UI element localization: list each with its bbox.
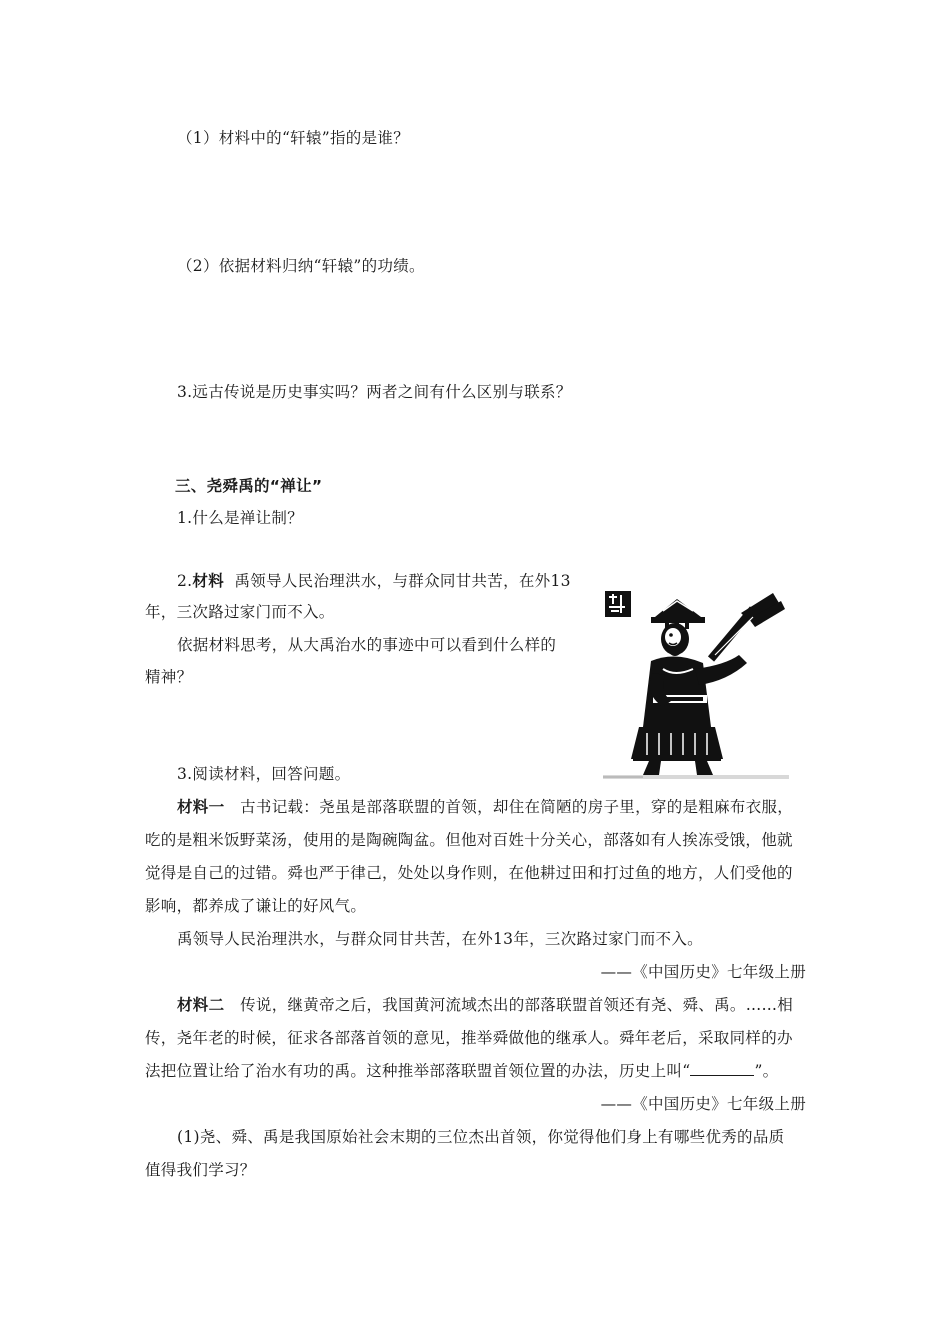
material1-label: 材料一 xyxy=(177,798,225,816)
question-2-2: （2）依据材料归纳“轩辕”的功绩。 xyxy=(177,257,425,275)
material2-line1 xyxy=(177,995,793,1015)
material1-line5: 禹领导人民治理洪水，与群众同甘共苦，在外13年，三次路过家门而不入。 xyxy=(177,930,703,948)
material1-line2: 吃的是粗米饭野菜汤，使用的是陶碗陶盆。但他对百姓十分关心，部落如有人挨冻受饿，他就 xyxy=(145,831,793,849)
question-3-2-prompt1: 依据材料思考，从大禹治水的事迹中可以看到什么样的 xyxy=(177,636,557,654)
name-seal-icon xyxy=(605,591,631,617)
question-3-3-intro: 3.阅读材料，回答问题。 xyxy=(177,765,351,783)
material2-text3: 法把位置让给了治水有功的禹。这种推举部落联盟首领位置的办法，历史上叫“ xyxy=(145,1062,691,1080)
material1-line4: 影响，都养成了谦让的好风气。 xyxy=(145,897,367,915)
material2-line3 xyxy=(145,1061,778,1081)
answer-blank[interactable] xyxy=(690,1061,754,1076)
material2-label: 材料二 xyxy=(177,996,225,1014)
material-label: 材料 xyxy=(192,572,224,590)
q2-text-1: 禹领导人民治理洪水，与群众同甘共苦，在外13 xyxy=(234,572,571,590)
material1-text1: 古书记载：尧虽是部落联盟的首领，却住在简陋的房子里，穿的是粗麻布衣服， xyxy=(240,798,794,816)
material2-text1: 传说，继黄帝之后，我国黄河流域杰出的部落联盟首领还有尧、舜、禹。……相 xyxy=(240,996,794,1014)
material2-line2: 传，尧年老的时候，征求各部落首领的意见，推举舜做他的继承人。舜年老后，采取同样的办 xyxy=(145,1029,793,1047)
question-3-2-line1 xyxy=(177,571,571,591)
q2-prefix: 2. xyxy=(177,572,193,590)
sub-question-1-line2: 值得我们学习？ xyxy=(145,1161,256,1179)
section-heading: 三、尧舜禹的“禅让” xyxy=(175,477,323,495)
question-3-2-line2: 年，三次路过家门而不入。 xyxy=(145,603,335,621)
question-3-2-prompt2: 精神？ xyxy=(145,668,193,686)
material2-text3-end: ”。 xyxy=(754,1062,779,1080)
question-3: 3.远古传说是历史事实吗？两者之间有什么区别与联系？ xyxy=(177,383,572,401)
material1-line1 xyxy=(177,797,793,817)
material2-source: ——《中国历史》七年级上册 xyxy=(600,1095,806,1113)
question-2-1: （1）材料中的“轩辕”指的是谁？ xyxy=(177,129,410,147)
material1-line3: 觉得是自己的过错。舜也严于律己，处处以身作则，在他耕过田和打过鱼的地方，人们受他的 xyxy=(145,864,793,882)
sub-question-1-line1: (1)尧、舜、禹是我国原始社会末期的三位杰出首领，你觉得他们身上有哪些优秀的品质 xyxy=(177,1128,785,1146)
da-yu-illustration xyxy=(603,577,789,783)
material1-source: ——《中国历史》七年级上册 xyxy=(600,963,806,981)
question-3-1: 1.什么是禅让制？ xyxy=(177,509,303,527)
